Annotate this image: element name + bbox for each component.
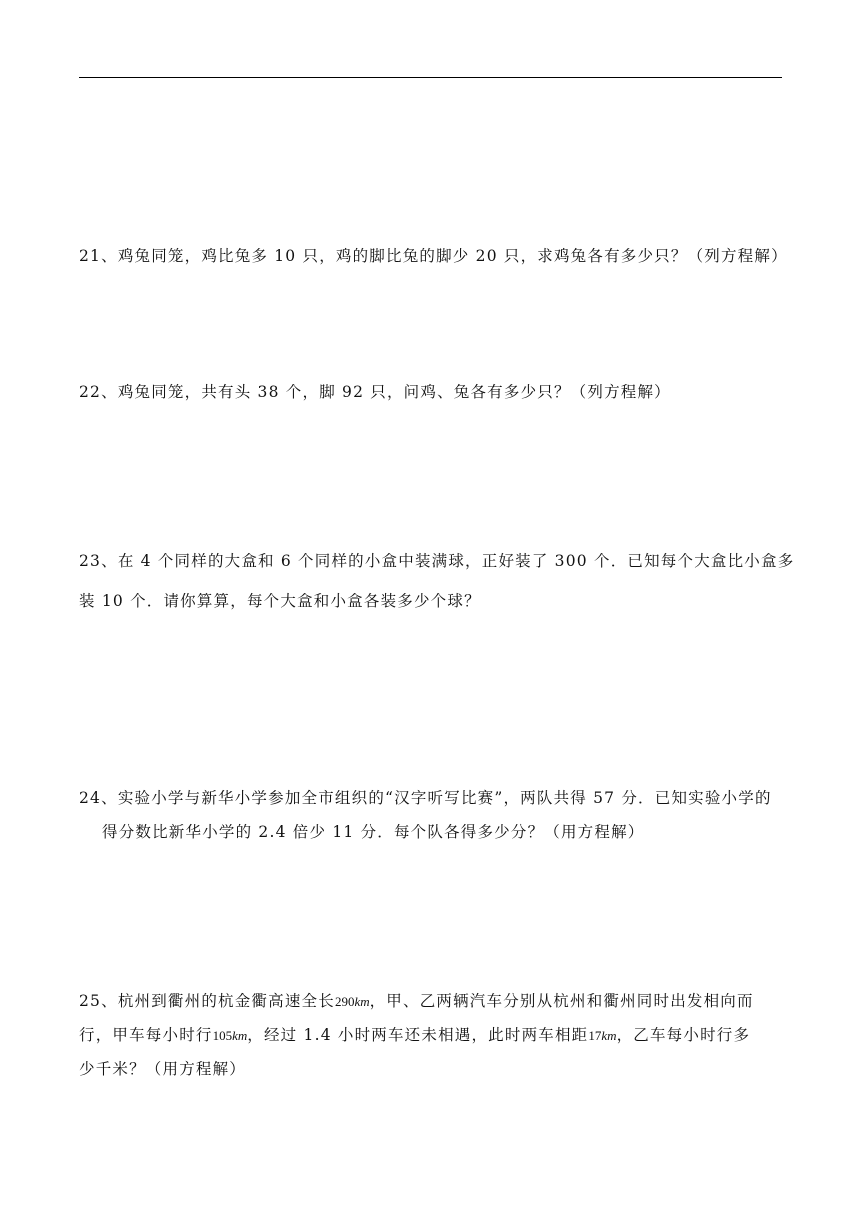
question-25-line-1	[79, 991, 785, 1012]
question-23-line-2: 装 10 个．请你算算，每个大盒和小盒各装多少个球？	[79, 592, 481, 610]
question-22: 22、鸡兔同笼，共有头 38 个，脚 92 只，问鸡、兔各有多少只？（列方程解）	[79, 383, 671, 401]
question-23-line-1: 23、在 4 个同样的大盒和 6 个同样的小盒中装满球，正好装了 300 个．已知每个大盒比小盒多	[79, 552, 795, 570]
question-25-line-3: 少千米？（用方程解）	[79, 1060, 247, 1078]
q25-text: ，乙车每小时行多	[616, 1026, 751, 1044]
q25-gap-value: 17km	[588, 1028, 617, 1043]
q25-speed-value: 105km	[212, 1028, 248, 1043]
q25-distance-value: 290km	[334, 994, 370, 1009]
question-21: 21、鸡兔同笼，鸡比兔多 10 只，鸡的脚比兔的脚少 20 只，求鸡兔各有多少只？（列方程解）	[79, 247, 788, 265]
question-25-line-2	[79, 1025, 785, 1046]
question-24-line-1: 24、实验小学与新华小学参加全市组织的“汉字听写比赛”，两队共得 57 分．已知实验小学的	[79, 789, 772, 807]
q25-text: ，甲、乙两辆汽车分别从杭州和衢州同时出发相向而	[369, 992, 754, 1010]
q25-text: 25、杭州到衢州的杭金衢高速全长	[79, 992, 335, 1010]
q25-text: ，经过 1.4 小时两车还未相遇，此时两车相距	[247, 1026, 589, 1044]
q25-text: 行，甲车每小时行	[79, 1026, 213, 1044]
question-24-line-2: 得分数比新华小学的 2.4 倍少 11 分．每个队各得多少分？（用方程解）	[102, 823, 645, 841]
header-rule	[79, 77, 782, 78]
